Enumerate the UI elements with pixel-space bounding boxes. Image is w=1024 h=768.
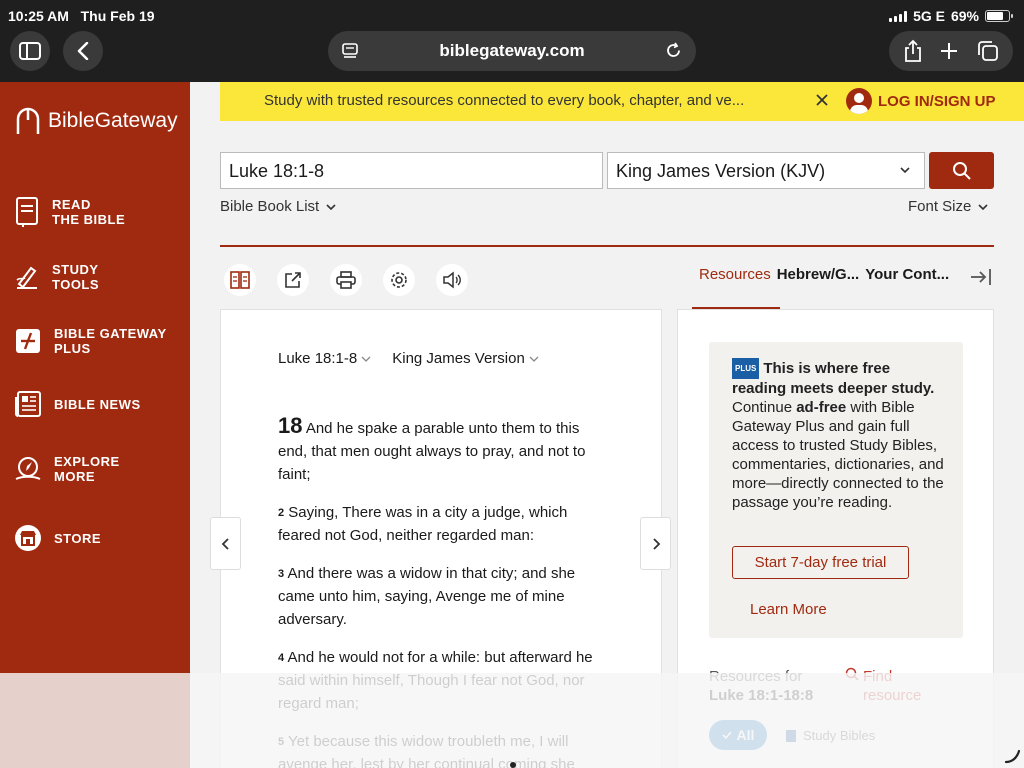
- corner-gesture-icon: [1004, 748, 1022, 764]
- account-icon: [846, 88, 872, 114]
- verse-number: 3: [278, 568, 285, 580]
- chevron-right-icon: [651, 537, 661, 551]
- book-list-label: Bible Book List: [220, 198, 320, 215]
- verse-text: And there was a widow in that city; and she came unto him, saying, Avenge me of mine adversary.: [278, 565, 576, 628]
- browser-chrome: [0, 0, 1024, 82]
- promo-text: [732, 358, 944, 512]
- login-label: LOG IN/SIGN UP: [878, 92, 996, 110]
- audio-button[interactable]: [436, 264, 468, 296]
- study-tools-icon: [14, 262, 40, 292]
- logo-text-bible: Bible: [48, 109, 95, 132]
- plus-promo-card: [709, 342, 963, 638]
- reader-icon[interactable]: [342, 43, 358, 59]
- tab-hebrew-greek[interactable]: Hebrew/G...: [776, 266, 860, 283]
- collapse-panel-button[interactable]: [968, 264, 994, 295]
- verse-2: [278, 501, 608, 547]
- sidebar-toggle-button[interactable]: [10, 31, 50, 71]
- chevron-left-icon: [221, 537, 231, 551]
- status-right: [889, 8, 1010, 24]
- chevron-left-icon: [77, 42, 89, 60]
- sidebar-item-read-the-bible[interactable]: [14, 196, 125, 228]
- previous-chapter-button[interactable]: [210, 517, 241, 570]
- verse-text: And he would not for a while: but afterward he: [287, 649, 593, 666]
- promo-headline: This is where free reading meets deeper study.: [732, 360, 935, 397]
- signal-icon: [889, 11, 907, 22]
- trial-button-label: Start 7-day free trial: [754, 554, 887, 571]
- share-button[interactable]: [277, 264, 309, 296]
- verse-number: 4: [278, 652, 285, 664]
- site-sidebar: [0, 82, 190, 768]
- sidebar-item-label: EXPLORE MORE: [54, 454, 120, 484]
- sidebar-item-label: READ THE BIBLE: [52, 197, 126, 227]
- sidebar-item-study-tools[interactable]: [14, 262, 99, 292]
- passage-header: [278, 350, 540, 367]
- sidebar-item-bible-gateway-plus[interactable]: [14, 326, 167, 356]
- plus-badge: PLUS: [732, 358, 759, 379]
- passage-reference: Luke 18:1-8: [278, 350, 358, 367]
- sidebar-item-explore-more[interactable]: [14, 454, 120, 484]
- passage-version-dropdown[interactable]: [392, 350, 540, 367]
- verse-text: Saying, There was in a city a judge, which feared not God, neither regarded man:: [278, 504, 568, 544]
- settings-button[interactable]: [383, 264, 415, 296]
- home-indicator: [510, 762, 516, 768]
- battery-text: 69%: [950, 8, 979, 24]
- version-selected: King James Version (KJV): [616, 161, 826, 181]
- newspaper-icon: [14, 390, 42, 418]
- external-share-icon: [284, 271, 302, 289]
- compass-icon: [14, 455, 42, 483]
- start-free-trial-button[interactable]: [732, 546, 909, 579]
- sidebar-icon: [19, 42, 41, 60]
- promo-text-1: Continue: [732, 399, 793, 416]
- version-select[interactable]: [607, 152, 925, 189]
- collapse-right-icon: [968, 264, 994, 290]
- gateway-arch-icon: [14, 106, 42, 136]
- gear-icon: [389, 270, 409, 290]
- chevron-down-icon: [528, 353, 540, 365]
- verse-text: And he spake a parable unto them to this end, that men ought always to pray, and not to faint;: [278, 420, 586, 483]
- main-content: [190, 82, 1024, 768]
- sidebar-item-label: STUDY TOOLS: [52, 262, 100, 292]
- sidebar-item-label: BIBLE GATEWAY PLUS: [54, 326, 167, 356]
- passage-search-input[interactable]: [220, 152, 603, 189]
- reload-icon[interactable]: [665, 42, 682, 59]
- bible-book-list-dropdown[interactable]: [220, 198, 337, 215]
- chevron-down-icon: [977, 201, 989, 213]
- speaker-icon: [442, 271, 462, 289]
- learn-more-link[interactable]: [750, 601, 827, 618]
- learn-more-label: Learn More: [750, 601, 827, 618]
- address-bar[interactable]: [328, 31, 696, 71]
- browser-actions: [889, 31, 1013, 71]
- parallel-icon: [230, 271, 250, 289]
- promo-ad-free: ad-free: [796, 399, 847, 416]
- store-icon: [14, 524, 42, 552]
- network-text: 5G E: [913, 8, 945, 24]
- chevron-down-icon: [325, 201, 337, 213]
- logo-text-gateway: Gateway: [94, 109, 178, 132]
- status-bar: [0, 0, 1024, 30]
- search-icon: [952, 161, 972, 181]
- sidebar-item-label: STORE: [54, 530, 102, 546]
- search-button[interactable]: [929, 152, 994, 189]
- tabs-overview-icon[interactable]: [975, 40, 999, 62]
- section-divider: [220, 245, 994, 247]
- verse-number: 2: [278, 507, 285, 519]
- url-text: biblegateway.com: [439, 41, 585, 60]
- tab-resources[interactable]: Resources: [699, 266, 771, 283]
- new-tab-icon[interactable]: [939, 41, 959, 61]
- verse-1: [278, 414, 608, 486]
- bottom-translucent-overlay: [0, 673, 1024, 768]
- promo-text-2: with Bible Gateway Plus and gain full access to trusted Study Bibles, commentaries, dictionaries, and more—directly connected to the passage you’re reading.: [732, 399, 944, 511]
- next-chapter-button[interactable]: [640, 517, 671, 570]
- sidebar-item-bible-news[interactable]: [14, 390, 141, 418]
- sidebar-item-label: BIBLE NEWS: [54, 396, 141, 412]
- bible-gateway-logo[interactable]: [14, 106, 178, 136]
- search-query: Luke 18:1-8: [229, 161, 325, 181]
- bible-book-icon: [14, 196, 40, 228]
- close-icon[interactable]: [814, 92, 830, 108]
- share-icon[interactable]: [903, 39, 923, 63]
- time-text: 10:25 AM: [8, 8, 69, 24]
- font-size-dropdown[interactable]: [908, 198, 989, 215]
- plus-icon: [14, 327, 42, 355]
- chapter-number: 18: [278, 413, 303, 438]
- back-button[interactable]: [63, 31, 103, 71]
- parallel-view-button[interactable]: [224, 264, 256, 296]
- banner-text: Study with trusted resources connected to every book, chapter, and ve...: [264, 92, 745, 109]
- font-size-label: Font Size: [908, 198, 972, 215]
- date-text: Thu Feb 19: [80, 8, 155, 24]
- print-icon: [336, 271, 356, 289]
- chevron-down-icon: [360, 353, 372, 365]
- battery-icon: [985, 10, 1010, 22]
- passage-version: King James Version: [392, 350, 525, 367]
- tab-your-content[interactable]: Your Cont...: [865, 266, 950, 283]
- print-button[interactable]: [330, 264, 362, 296]
- sidebar-item-store[interactable]: [14, 524, 101, 552]
- verse-3: [278, 562, 608, 631]
- chevron-down-icon: [898, 163, 912, 177]
- status-time: [8, 8, 155, 24]
- passage-reference-dropdown[interactable]: [278, 350, 372, 367]
- resource-tabs: [699, 266, 949, 283]
- login-signup-button[interactable]: [846, 88, 996, 114]
